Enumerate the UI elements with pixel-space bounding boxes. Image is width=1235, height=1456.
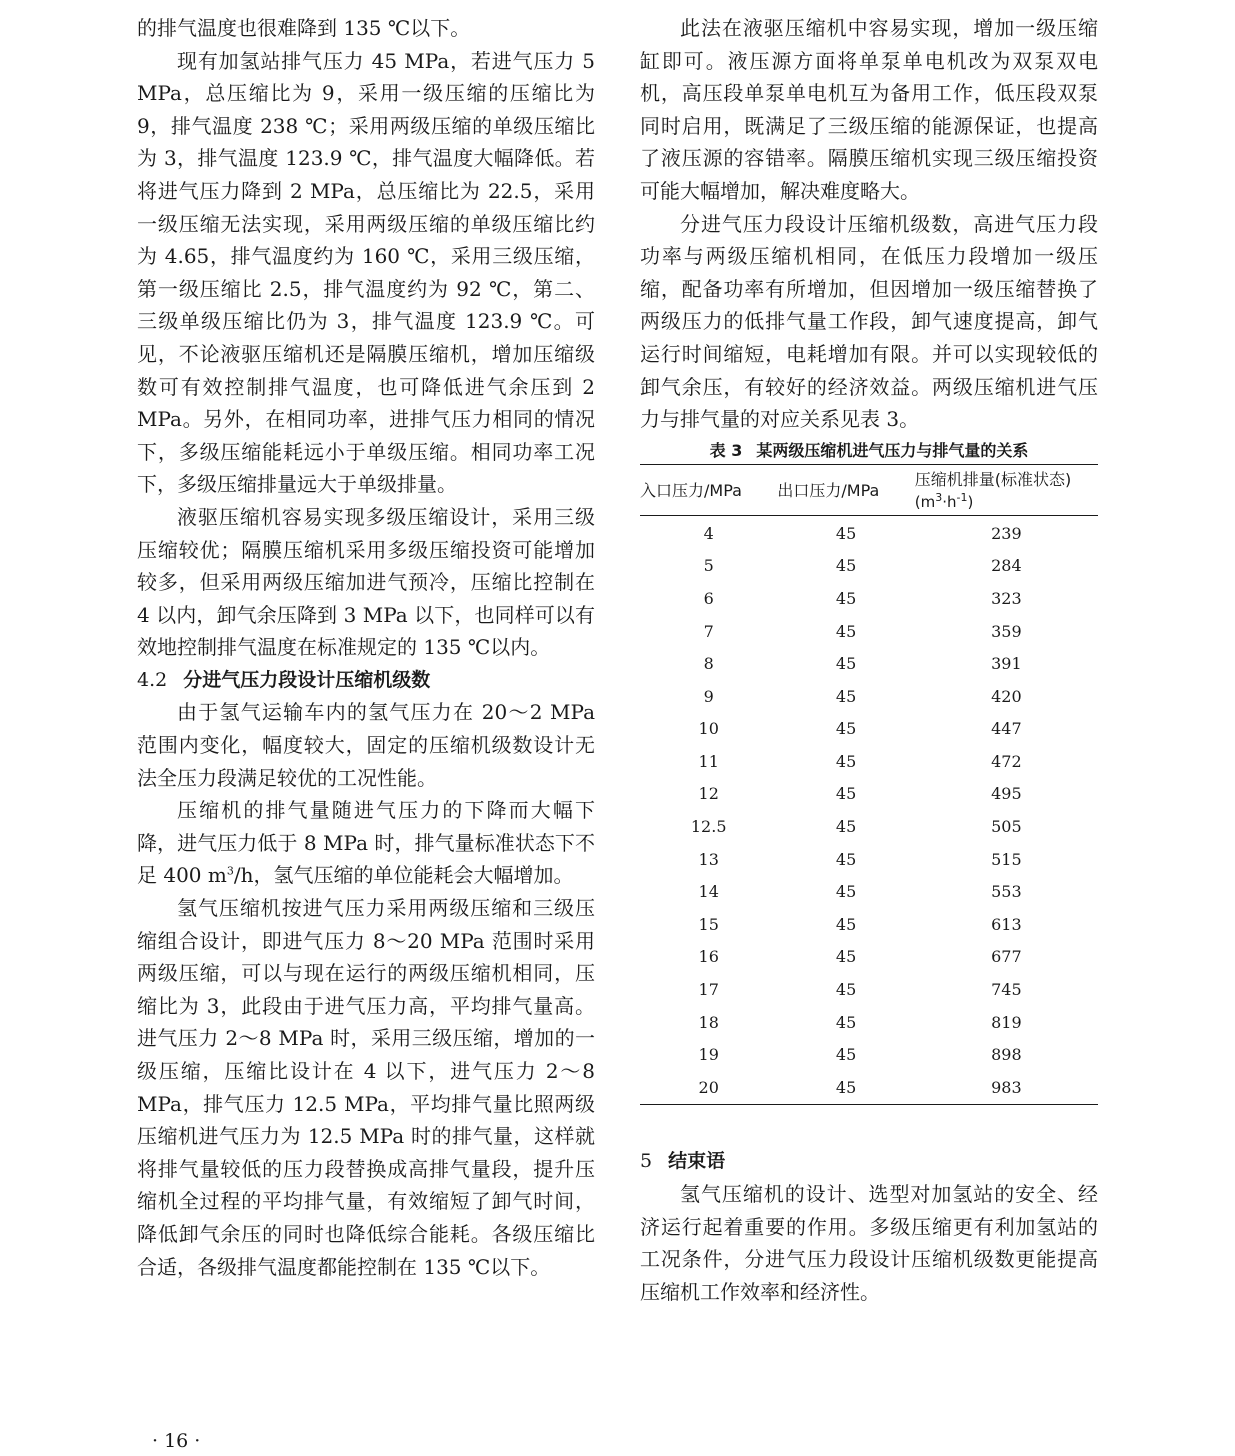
- table-row: [640, 583, 1098, 616]
- superscript: 3: [226, 864, 234, 878]
- table-cell: 495: [991, 784, 1022, 804]
- unit-text: ·h: [942, 492, 957, 511]
- section-title: 分进气压力段设计压缩机级数: [183, 668, 431, 691]
- table-cell: 9: [703, 686, 714, 706]
- table-cell: 819: [991, 1012, 1022, 1032]
- table-row: [640, 550, 1098, 583]
- paragraph: 此法在液驱压缩机中容易实现，增加一级压缩缸即可。液压源方面将单泵单电机改为双泵双电机，高压段单泵单电机互为备用工作，低压段双泵同时启用，既满足了三级压缩的能源保证，也提高了液压源的容错率。隔膜压缩机实现三级压缩投资可能大幅增加，解决难度略大。: [640, 16, 1098, 203]
- table-cell: 983: [991, 1077, 1022, 1097]
- table-cell: 45: [835, 1045, 857, 1065]
- left-column: [137, 12, 595, 1283]
- table-cell: 18: [698, 1012, 719, 1032]
- section-heading-5: [640, 1145, 1098, 1178]
- section-number: 4.2: [137, 668, 168, 691]
- table-title: 某两级压缩机进气压力与排气量的关系: [756, 440, 1029, 460]
- column-header-inlet-pressure: 入口压力/MPa: [640, 464, 777, 515]
- table-cell: 7: [703, 621, 714, 641]
- table-body: [640, 515, 1098, 1105]
- paragraph: 液驱压缩机容易实现多级压缩设计，采用三级压缩较优；隔膜压缩机采用多级压缩投资可能增加较多，但采用两级压缩加进气预冷，压缩比控制在 4 以内，卸气余压降到 3 MPa 以下，也同样可以有效地控制排气温度在标准规定的 135 ℃以内。: [137, 504, 595, 660]
- spacer: [640, 1105, 1098, 1145]
- table-cell: 10: [698, 719, 719, 739]
- table-cell: 45: [835, 882, 857, 902]
- data-table: [640, 464, 1098, 1106]
- section-number: 5: [640, 1150, 653, 1173]
- table-number: 表 3: [709, 440, 743, 460]
- table-cell: 45: [835, 523, 857, 543]
- table-cell: 45: [835, 719, 857, 739]
- column-header-outlet-pressure: 出口压力/MPa: [777, 464, 914, 515]
- table-cell: 45: [835, 784, 857, 804]
- paragraph: 氢气压缩机的设计、选型对加氢站的安全、经济运行起着重要的作用。多级压缩更有利加氢站的工况条件，分进气压力段设计压缩机级数更能提高压缩机工作效率和经济性。: [640, 1182, 1098, 1304]
- table-cell: 45: [835, 947, 857, 967]
- table-cell: 11: [698, 751, 719, 771]
- table-cell: 505: [991, 817, 1022, 837]
- table-cell: 447: [991, 719, 1022, 739]
- table-cell: 16: [698, 947, 719, 967]
- table-cell: 13: [698, 849, 719, 869]
- table-cell: 45: [835, 980, 857, 1000]
- table-row: [640, 974, 1098, 1007]
- table-cell: 45: [835, 817, 857, 837]
- table-row: [640, 1007, 1098, 1040]
- paragraph-text: 压缩机的排气量随进气压力的下降而大幅下降，进气压力低于 8 MPa 时，排气量标准状态下不足 400 m: [137, 798, 595, 888]
- table-cell: 323: [991, 588, 1022, 608]
- paragraph: 氢气压缩机按进气压力采用两级压缩和三级压缩组合设计，即进气压力 8～20 MPa 范围时采用两级压缩，可以与现在运行的两级压缩机相同，压缩比为 3，此段由于进气压力高，平均排气量高。进气压力 2～8 MPa 时，采用三级压缩，增加的一级压缩，压缩比设计在 4 以下，进气压力 2～8 MPa，排气压力 12.5 MPa，平均排气量比照两级压缩机进气压力为 12.5 MPa 时的排气量，这样就将排气量较低的压力段替换成高排气量段，提升压缩机全过程的平均排气量，有效缩短了卸气时间，降低卸气余压的同时也降低综合能耗。各级压缩比合适，各级排气温度都能控制在 135 ℃以下。: [137, 896, 595, 1279]
- table-cell: 19: [698, 1045, 719, 1065]
- unit-sup: 3: [935, 490, 943, 504]
- table-row: [640, 681, 1098, 714]
- table-cell: 45: [835, 849, 857, 869]
- table-row: [640, 941, 1098, 974]
- table-cell: 14: [698, 882, 719, 902]
- table-cell: 8: [703, 654, 714, 674]
- unit-sup: -1: [956, 490, 968, 504]
- table-cell: 359: [991, 621, 1022, 641]
- table-cell: 745: [991, 980, 1022, 1000]
- table-cell: 45: [835, 1077, 857, 1097]
- unit-text: (m: [914, 492, 936, 511]
- table-cell: 515: [991, 849, 1022, 869]
- table-cell: 391: [991, 654, 1022, 674]
- table-cell: 20: [698, 1077, 719, 1097]
- table-row: [640, 844, 1098, 877]
- table-row: [640, 616, 1098, 649]
- table-cell: 239: [991, 523, 1022, 543]
- table-cell: 45: [835, 621, 857, 641]
- table-cell: 553: [991, 882, 1022, 902]
- table-cell: 613: [991, 914, 1022, 934]
- table-row: [640, 909, 1098, 942]
- table-cell: 15: [698, 914, 719, 934]
- table-row: [640, 713, 1098, 746]
- table-caption: [640, 438, 1098, 464]
- paragraph-text: /h，氢气压缩的单位能耗会大幅增加。: [233, 863, 574, 888]
- table-row: [640, 778, 1098, 811]
- table-cell: 45: [835, 556, 857, 576]
- table-cell: 6: [703, 588, 714, 608]
- unit-text: ): [967, 492, 974, 511]
- section-heading-4-2: [137, 664, 595, 697]
- table-cell: 5: [703, 556, 714, 576]
- table-header-row: [640, 464, 1098, 515]
- table-cell: 4: [703, 523, 714, 543]
- section-title: 结束语: [668, 1150, 726, 1173]
- page-number: · 16 ·: [152, 1430, 201, 1452]
- table-cell: 472: [991, 751, 1022, 771]
- table-cell: 17: [698, 980, 719, 1000]
- table-row: [640, 1072, 1098, 1105]
- table-cell: 45: [835, 686, 857, 706]
- table-cell: 12.5: [690, 817, 727, 837]
- table-row: [640, 1039, 1098, 1072]
- paragraph: 的排气温度也很难降到 135 ℃以下。: [137, 16, 471, 40]
- table-cell: 45: [835, 751, 857, 771]
- paragraph: 分进气压力段设计压缩机级数，高进气压力段功率与两级压缩机相同，在低压力段增加一级压缩，配备功率有所增加，但因增加一级压缩替换了两级压力的低排气量工作段，卸气速度提高，卸气运行时间缩短，电耗增加有限。并可以实现较低的卸气余压，有较好的经济效益。两级压缩机进气压力与排气量的对应关系见表 3。: [640, 211, 1098, 432]
- table-row: [640, 811, 1098, 844]
- table-row: [640, 515, 1098, 550]
- table-cell: 45: [835, 914, 857, 934]
- table-cell: 45: [835, 1012, 857, 1032]
- column-header-text: 压缩机排量(标准状态): [914, 469, 1072, 489]
- table-cell: 420: [991, 686, 1022, 706]
- table-cell: 284: [991, 556, 1022, 576]
- table-row: [640, 746, 1098, 779]
- paragraph: 现有加氢站排气压力 45 MPa，若进气压力 5 MPa，总压缩比为 9，采用一级压缩的压缩比为 9，排气温度 238 ℃；采用两级压缩的单级压缩比为 3，排气温度 123.9 ℃，排气温度大幅降低。若将进气压力降到 2 MPa，总压缩比为 22.5，采用一级压缩无法实现，采用两级压缩的单级压缩比约为 4.65，排气温度约为 160 ℃，采用三级压缩，第一级压缩比 2.5，排气温度约为 92 ℃，第二、三级单级压缩比仍为 3，排气温度 123.9 ℃。可见，不论液驱压缩机还是隔膜压缩机，增加压缩级数可有效控制排气温度，也可降低进气余压到 2 MPa。另外，在相同功率，进排气压力相同的情况下，多级压缩能耗远小于单级压缩。相同功率工况下，多级压缩排量远大于单级排量。: [137, 48, 595, 497]
- table-row: [640, 876, 1098, 909]
- paragraph: 由于氢气运输车内的氢气压力在 20～2 MPa 范围内变化，幅度较大，固定的压缩机级数设计无法全压力段满足较优的工况性能。: [137, 700, 595, 790]
- table-cell: 45: [835, 588, 857, 608]
- table-cell: 12: [698, 784, 719, 804]
- table-row: [640, 648, 1098, 681]
- table-cell: 45: [835, 654, 857, 674]
- table-cell: 677: [991, 947, 1022, 967]
- column-header-unit: [915, 491, 1098, 513]
- right-column: [640, 12, 1098, 1308]
- column-header-displacement: [915, 464, 1098, 515]
- table-cell: 898: [991, 1045, 1022, 1065]
- paragraph: [137, 794, 595, 892]
